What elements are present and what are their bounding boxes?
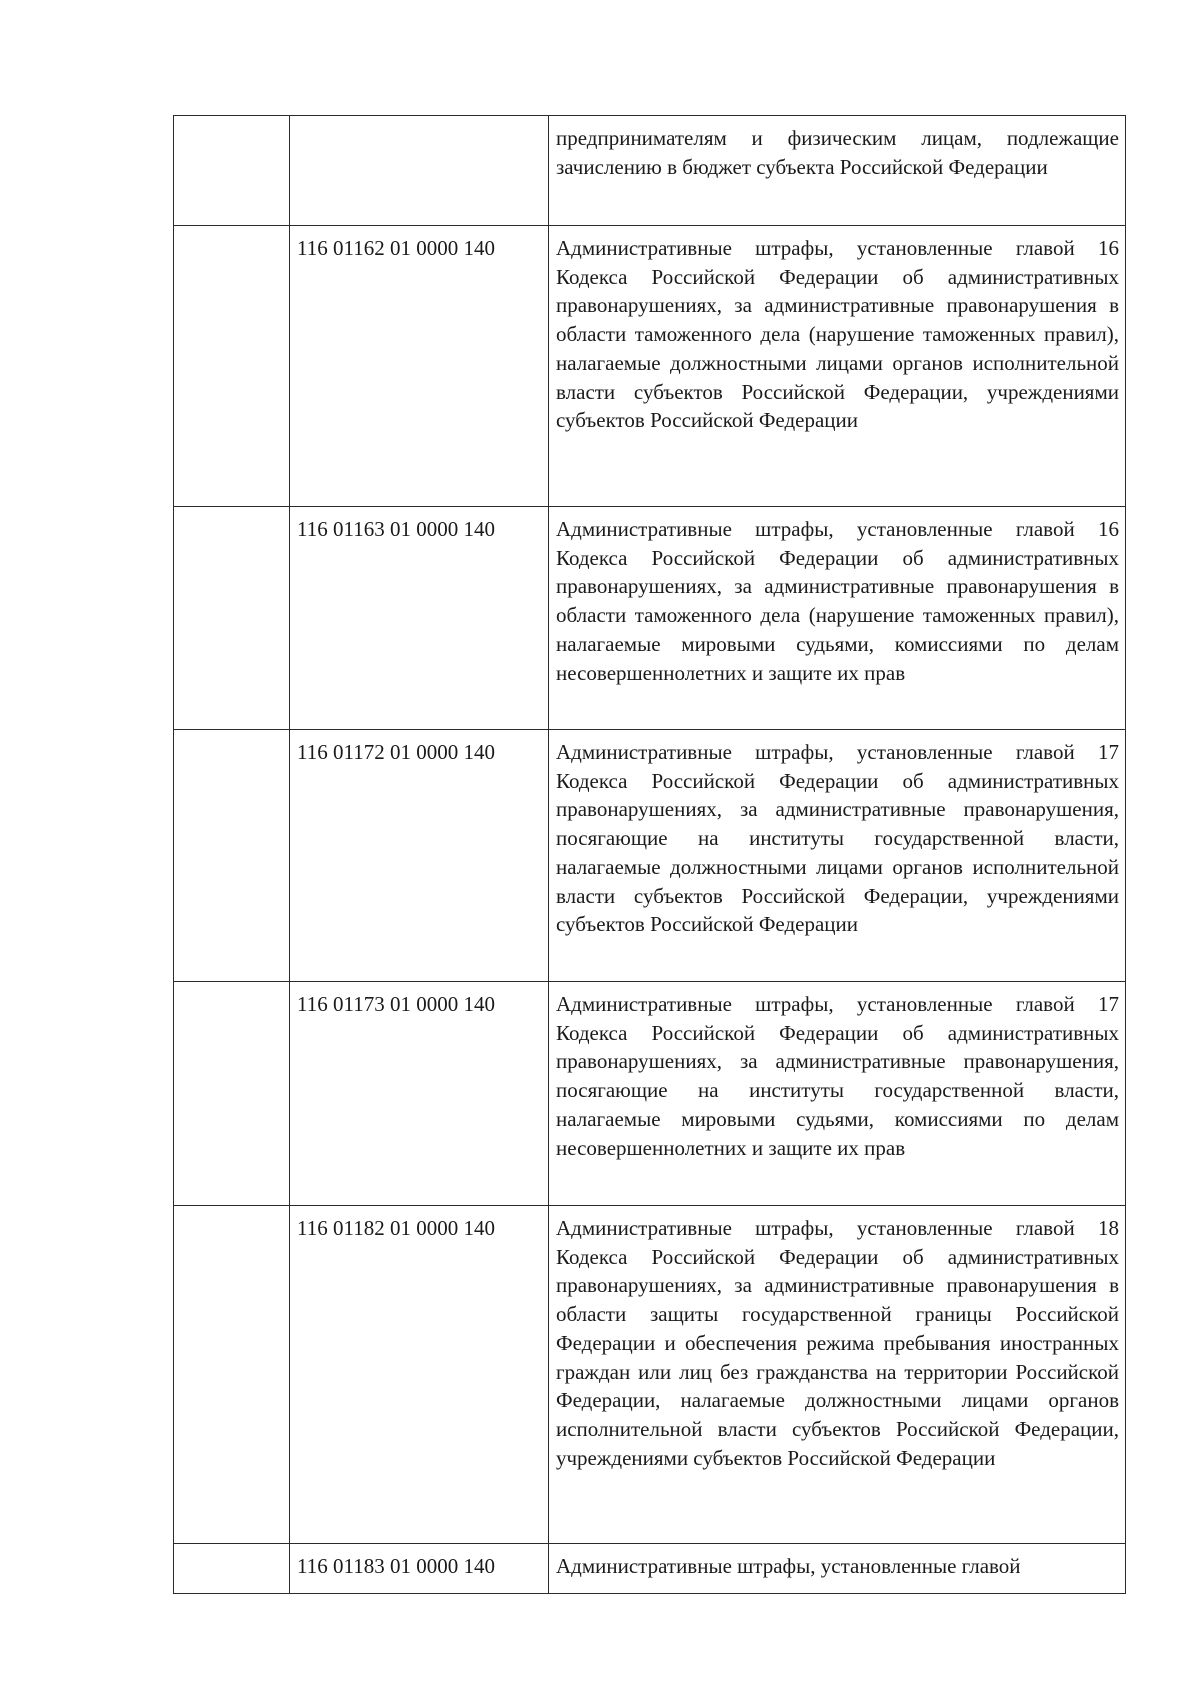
description-cell: предпринимателям и физическим лицам, подлежащие зачислению в бюджет субъекта Российской Федерации	[549, 116, 1126, 226]
description-cell: Административные штрафы, установленные главой	[549, 1544, 1126, 1594]
description-cell: Административные штрафы, установленные главой 17 Кодекса Российской Федерации об административных правонарушениях, за административные правонарушения, посягающие на институты государственной власти, налагаемые мировыми судьями, комиссиями по делам несовершеннолетних и защите их прав	[549, 982, 1126, 1206]
description-cell: Административные штрафы, установленные главой 16 Кодекса Российской Федерации об административных правонарушениях, за административные правонарушения в области таможенного дела (нарушение таможенных правил), налагаемые мировыми судьями, комиссиями по делам несовершеннолетних и защите их прав	[549, 507, 1126, 730]
table-row	[174, 730, 1126, 982]
description-cell: Административные штрафы, установленные главой 18 Кодекса Российской Федерации об административных правонарушениях, за административные правонарушения в области защиты государственной границы Российской Федерации и обеспечения режима пребывания иностранных граждан или лиц без гражданства на территории Российской Федерации, налагаемые должностными лицами органов исполнительной власти субъектов Российской Федерации, учреждениями субъектов Российской Федерации	[549, 1206, 1126, 1544]
admin-code-cell	[174, 1206, 290, 1544]
admin-code-cell	[174, 507, 290, 730]
table-row	[174, 1206, 1126, 1544]
admin-code-cell	[174, 1544, 290, 1594]
income-code-cell: 116 01183 01 0000 140	[290, 1544, 549, 1594]
income-code-cell: 116 01163 01 0000 140	[290, 507, 549, 730]
budget-classification-table	[173, 115, 1126, 1594]
description-cell: Административные штрафы, установленные главой 17 Кодекса Российской Федерации об административных правонарушениях, за административные правонарушения, посягающие на институты государственной власти, налагаемые должностными лицами органов исполнительной власти субъектов Российской Федерации, учреждениями субъектов Российской Федерации	[549, 730, 1126, 982]
income-code-cell: 116 01173 01 0000 140	[290, 982, 549, 1206]
admin-code-cell	[174, 730, 290, 982]
income-code-cell: 116 01182 01 0000 140	[290, 1206, 549, 1544]
description-cell: Административные штрафы, установленные главой 16 Кодекса Российской Федерации об административных правонарушениях, за административные правонарушения в области таможенного дела (нарушение таможенных правил), налагаемые должностными лицами органов исполнительной власти субъектов Российской Федерации, учреждениями субъектов Российской Федерации	[549, 226, 1126, 507]
table-row	[174, 116, 1126, 226]
admin-code-cell	[174, 226, 290, 507]
table-row	[174, 1544, 1126, 1594]
admin-code-cell	[174, 982, 290, 1206]
table-row	[174, 226, 1126, 507]
admin-code-cell	[174, 116, 290, 226]
income-code-cell	[290, 116, 549, 226]
document-page	[173, 115, 1125, 1594]
table-row	[174, 982, 1126, 1206]
income-code-cell: 116 01172 01 0000 140	[290, 730, 549, 982]
income-code-cell: 116 01162 01 0000 140	[290, 226, 549, 507]
table-row	[174, 507, 1126, 730]
